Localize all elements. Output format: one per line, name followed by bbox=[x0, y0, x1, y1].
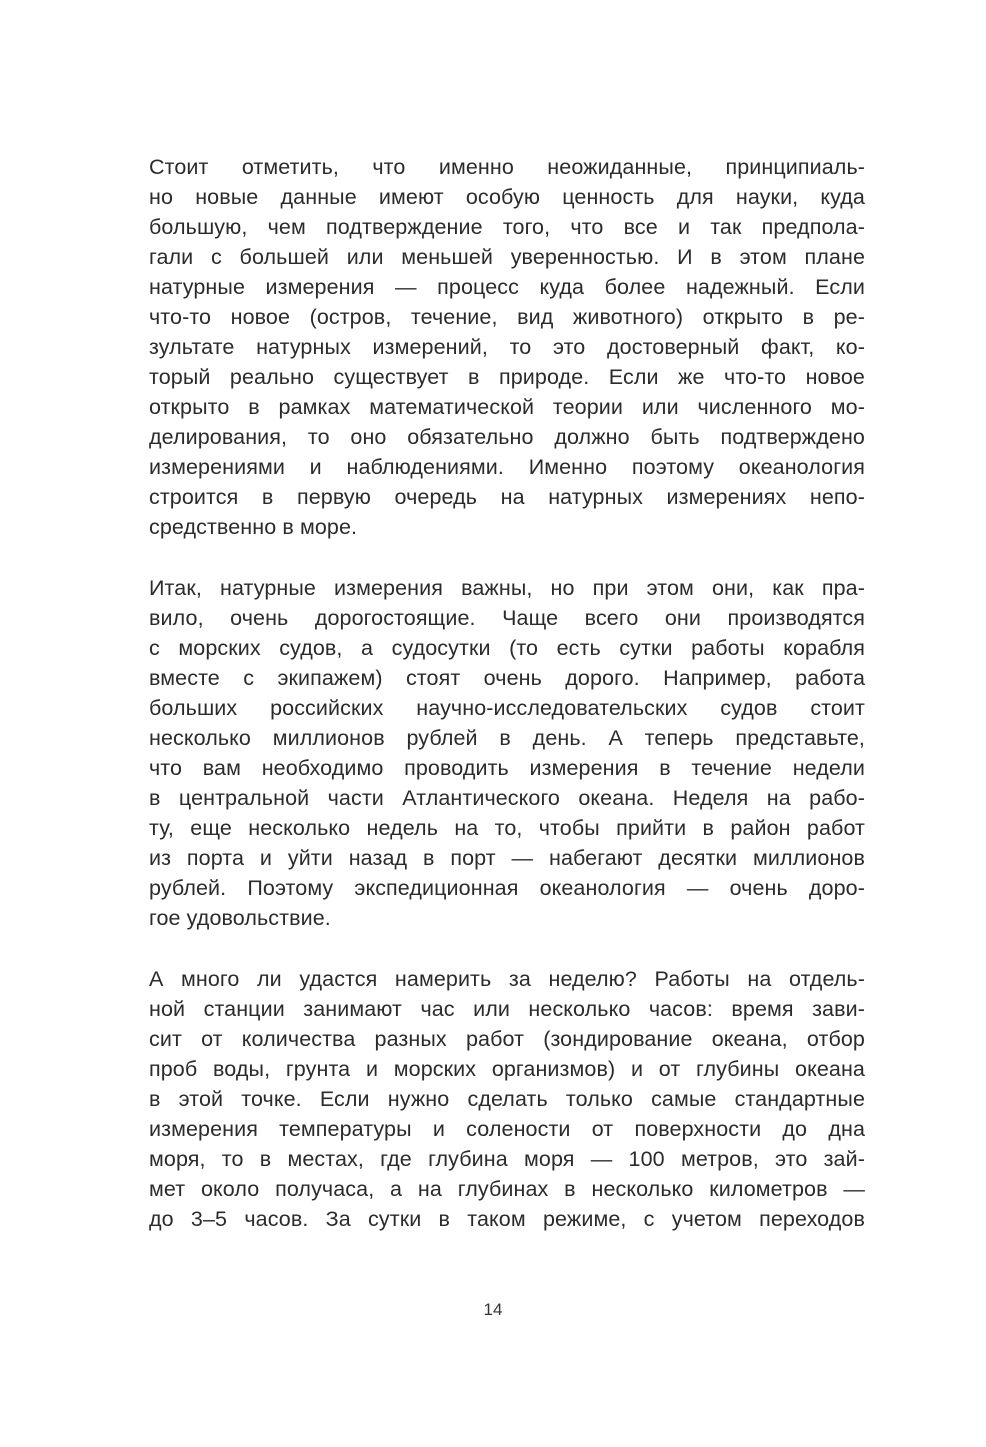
text-line: измерениями и наблюдениями. Именно поэтому океанология bbox=[149, 455, 865, 479]
text-line: что-то новое (остров, течение, вид животного) открыто в ре- bbox=[149, 305, 865, 329]
paragraph-2 bbox=[149, 573, 865, 933]
text-line: что вам необходимо проводить измерения в течение недели bbox=[149, 756, 865, 780]
text-line: строится в первую очередь на натурных измерениях непо- bbox=[149, 485, 865, 509]
text-line: больших российских научно-исследовательских судов стоит bbox=[149, 696, 865, 720]
text-line: вило, очень дорогостоящие. Чаще всего они производятся bbox=[149, 606, 865, 630]
text-line: А много ли удастся намерить за неделю? Работы на отдель- bbox=[149, 967, 865, 991]
text-line: гали с большей или меньшей уверенностью. И в этом плане bbox=[149, 245, 865, 269]
text-line: моря, то в местах, где глубина моря — 100 метров, это зай- bbox=[149, 1147, 865, 1171]
text-line: ной станции занимают час или несколько часов: время зави- bbox=[149, 997, 865, 1021]
paragraph-3 bbox=[149, 964, 865, 1234]
text-line: средственно в море. bbox=[149, 515, 358, 539]
text-line: делирования, то оно обязательно должно быть подтверждено bbox=[149, 425, 865, 449]
text-line: мет около получаса, а на глубинах в несколько километров — bbox=[149, 1177, 865, 1201]
text-line: зультате натурных измерений, то это достоверный факт, ко- bbox=[149, 335, 865, 359]
text-line: Итак, натурные измерения важны, но при этом они, как пра- bbox=[149, 576, 865, 600]
text-line: рублей. Поэтому экспедиционная океанология — очень доро- bbox=[149, 876, 865, 900]
text-line: из порта и уйти назад в порт — набегают десятки миллионов bbox=[149, 846, 865, 870]
text-line: ту, еще несколько недель на то, чтобы прийти в район работ bbox=[149, 816, 865, 840]
text-line: большую, чем подтверждение того, что все и так предпола- bbox=[149, 215, 865, 239]
text-line: натурные измерения — процесс куда более надежный. Если bbox=[149, 275, 865, 299]
text-line: сит от количества разных работ (зондирование океана, отбор bbox=[149, 1027, 865, 1051]
text-line: Стоит отметить, что именно неожиданные, принципиаль- bbox=[149, 155, 865, 179]
text-line: измерения температуры и солености от поверхности до дна bbox=[149, 1117, 865, 1141]
text-line: несколько миллионов рублей в день. А теперь представьте, bbox=[149, 726, 865, 750]
page-number: 14 bbox=[483, 1300, 503, 1319]
text-line: в центральной части Атлантического океана. Неделя на рабо- bbox=[149, 786, 865, 810]
text-line: до 3–5 часов. За сутки в таком режиме, с учетом переходов bbox=[149, 1207, 865, 1231]
text-line: с морских судов, а судосутки (то есть сутки работы корабля bbox=[149, 636, 865, 660]
text-line: проб воды, грунта и морских организмов) и от глубины океана bbox=[149, 1057, 865, 1081]
paragraph-1 bbox=[149, 152, 865, 542]
text-line: торый реально существует в природе. Если же что-то новое bbox=[149, 365, 865, 389]
text-line: но новые данные имеют особую ценность для науки, куда bbox=[149, 185, 865, 209]
text-line: в этой точке. Если нужно сделать только самые стандартные bbox=[149, 1087, 865, 1111]
text-line: гое удовольствие. bbox=[149, 906, 331, 930]
text-line: вместе с экипажем) стоят очень дорого. Например, работа bbox=[149, 666, 865, 690]
text-line: открыто в рамках математической теории или численного мо- bbox=[149, 395, 865, 419]
page-body bbox=[149, 152, 865, 1265]
